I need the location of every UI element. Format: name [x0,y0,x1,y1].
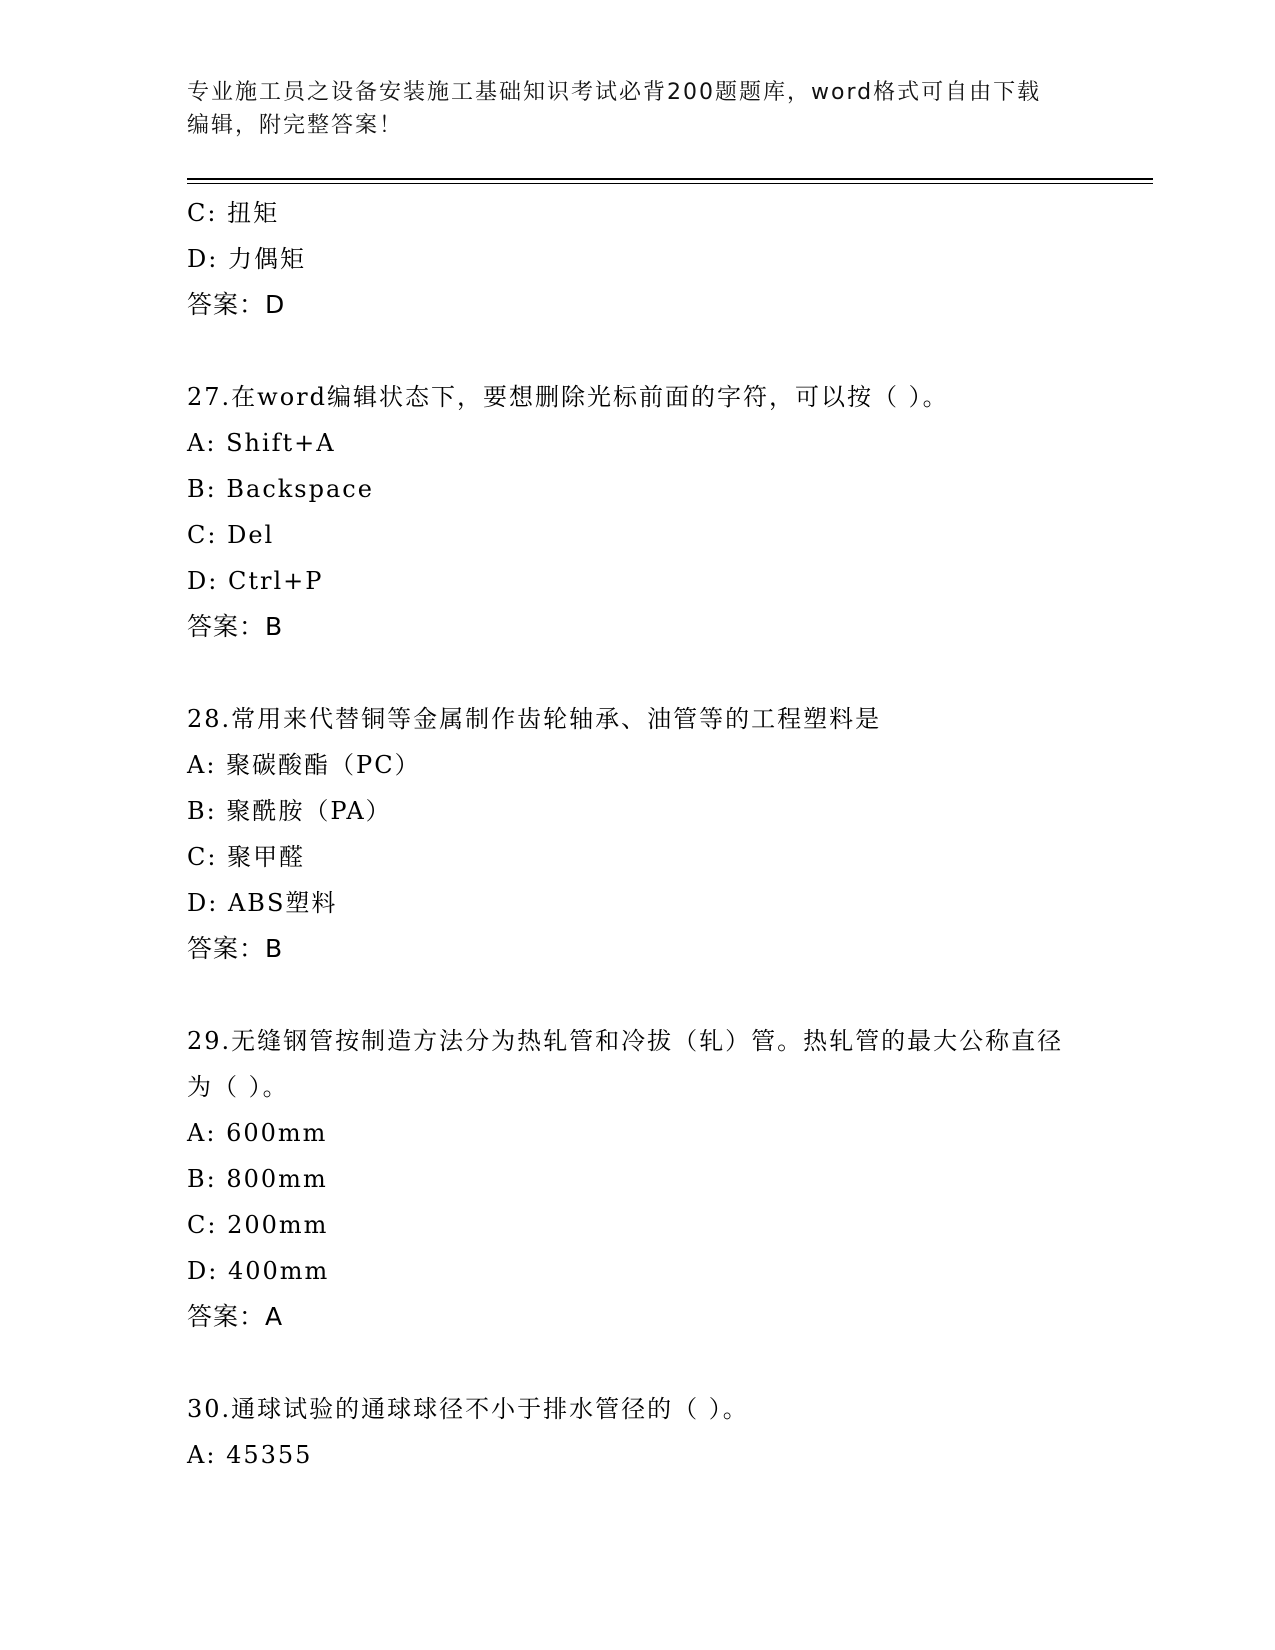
option-label: B: [187,475,217,503]
answer-label: 答案： [187,934,266,963]
option-text: ABS塑料 [227,889,338,917]
option-c [187,190,1107,236]
option-label: C: [187,843,218,871]
option-text: 800mm [226,1165,328,1193]
option-text: 200mm [227,1211,329,1239]
spacer [187,972,1107,1018]
option-label: C: [187,1211,218,1239]
answer-line [187,282,1107,328]
question-stem [187,1386,1087,1432]
option-d [187,1248,1107,1294]
question-29 [187,1018,1107,1340]
answer-label: 答案： [187,290,266,319]
option-label: B: [187,1165,217,1193]
option-text: Ctrl+P [227,567,324,595]
option-text: 力偶矩 [227,245,306,273]
header-title-line-2: 编辑，附完整答案！ [187,113,404,138]
option-a [187,742,1107,788]
option-text: 扭矩 [227,199,280,227]
option-a [187,1110,1107,1156]
option-label: D: [187,889,219,917]
question-number: 30. [187,1395,232,1423]
answer-value: B [265,612,284,641]
option-a [187,1432,1107,1478]
question-stem [187,374,1087,420]
header-divider-thin [187,183,1153,184]
option-label: D: [187,567,219,595]
answer-label: 答案： [187,1302,266,1331]
answer-line [187,604,1107,650]
option-label: D: [187,1257,219,1285]
option-b [187,466,1107,512]
question-text: 无缝钢管按制造方法分为热轧管和冷拔（轧）管。热轧管的最大公称直径为（ ）。 [187,1027,1064,1101]
question-number: 27. [187,383,232,411]
option-label: D: [187,245,219,273]
option-label: B: [187,797,217,825]
option-c [187,834,1107,880]
option-label: C: [187,521,218,549]
spacer [187,1340,1107,1386]
question-stem [187,1018,1087,1110]
spacer [187,650,1107,696]
option-text: 聚酰胺（PA） [226,797,392,825]
document-header [187,76,1067,142]
question-28 [187,696,1107,972]
option-label: A: [187,1119,217,1147]
option-text: 聚碳酸酯（PC） [226,751,421,779]
option-text: Backspace [226,475,374,503]
question-number: 28. [187,705,232,733]
option-c [187,1202,1107,1248]
question-text: 在word编辑状态下，要想删除光标前面的字符，可以按（ ）。 [231,383,949,411]
spacer [187,328,1107,374]
option-label: A: [187,429,217,457]
option-d [187,558,1107,604]
option-text: 400mm [227,1257,330,1285]
answer-line [187,926,1107,972]
answer-value: A [265,1302,284,1331]
option-text: 聚甲醛 [227,843,306,871]
document-body [187,190,1107,1478]
option-text: Shift+A [226,429,336,457]
option-text: 600mm [226,1119,328,1147]
option-text: Del [227,521,275,549]
option-text: 45355 [226,1441,313,1469]
answer-line [187,1294,1107,1340]
question-30 [187,1386,1107,1478]
header-title-line-1: 专业施工员之设备安装施工基础知识考试必背200题题库，word格式可自由下载 [187,80,1042,105]
option-d [187,236,1107,282]
question-text: 常用来代替铜等金属制作齿轮轴承、油管等的工程塑料是 [231,705,882,733]
answer-value: B [265,934,284,963]
option-c [187,512,1107,558]
option-label: A: [187,1441,217,1469]
option-a [187,420,1107,466]
question-stem [187,696,1087,742]
option-label: A: [187,751,217,779]
question-number: 29. [187,1027,232,1055]
answer-label: 答案： [187,612,266,641]
answer-value: D [265,290,286,319]
option-label: C: [187,199,218,227]
header-divider-thick [187,178,1153,180]
option-b [187,1156,1107,1202]
option-d [187,880,1107,926]
previous-question-fragment [187,190,1107,328]
question-text: 通球试验的通球球径不小于排水管径的（ ）。 [231,1395,749,1423]
option-b [187,788,1107,834]
question-27 [187,374,1107,650]
